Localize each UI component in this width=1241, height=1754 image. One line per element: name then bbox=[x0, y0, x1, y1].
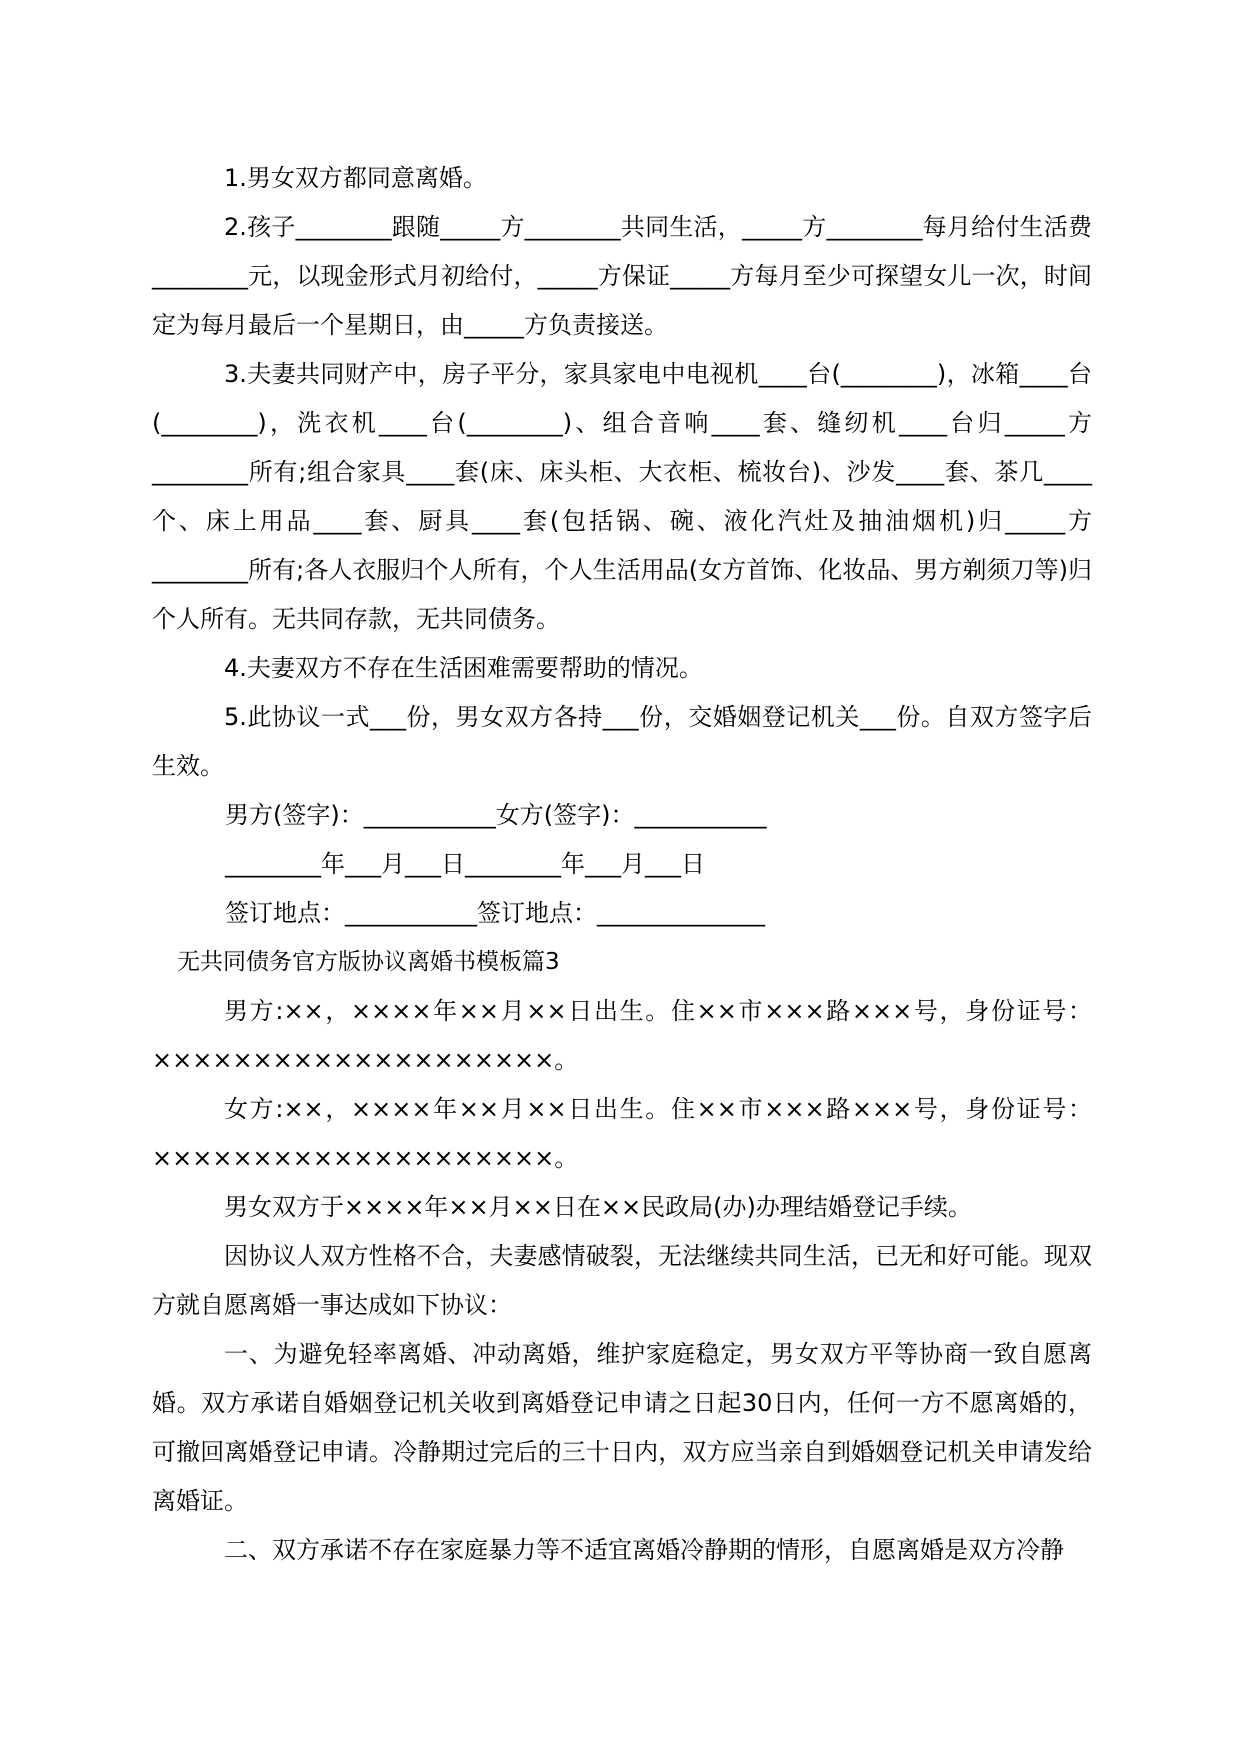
signature-line: 男方(签字)：___________女方(签字)：___________ bbox=[225, 801, 767, 829]
document-body bbox=[152, 154, 1092, 1575]
article-1-cooling-off: 一、为避免轻率离婚、冲动离婚，维护家庭稳定，男女双方平等协商一致自愿离婚。双方承诺自婚姻登记机关收到离婚登记申请之日起30日内，任何一方不愿离婚的，可撤回离婚登记申请。冷静期过完后的三十日内，双方应当亲自到婚姻登记机关申请发给离婚证。 bbox=[152, 1340, 1092, 1515]
clause-4: 4.夫妻双方不存在生活困难需要帮助的情况。 bbox=[224, 654, 703, 682]
clause-2-child-custody: 2.孩子________跟随_____方________共同生活，_____方________每月给付生活费________元，以现金形式月初给付，_____方保证_____方每月至少可探望女儿一次，时间定为每月最后一个星期日，由_____方负责接送。 bbox=[152, 213, 1092, 339]
article-2-commitment: 二、双方承诺不存在家庭暴力等不适宜离婚冷静期的情形，自愿离婚是双方冷静 bbox=[224, 1536, 1064, 1564]
clause-5-copies: 5.此协议一式___份，男女双方各持___份，交婚姻登记机关___份。自双方签字后生效。 bbox=[152, 703, 1092, 780]
female-party-info: 女方:××，××××年××月××日出生。住××市×××路×××号，身份证号：××××××××××××××××××××。 bbox=[152, 1095, 1092, 1172]
signature-place-line: 签订地点：___________签订地点：______________ bbox=[225, 899, 765, 927]
male-party-info: 男方:××，××××年××月××日出生。住××市×××路×××号，身份证号：××××××××××××××××××××。 bbox=[152, 997, 1092, 1074]
clause-1: 1.男女双方都同意离婚。 bbox=[224, 164, 487, 192]
marriage-registration: 男女双方于××××年××月××日在××民政局(办)办理结婚登记手续。 bbox=[224, 1193, 972, 1221]
signature-date-line: ________年___月___日________年___月___日 bbox=[225, 850, 705, 878]
clause-3-property-division: 3.夫妻共同财产中，房子平分，家具家电中电视机____台(________)，冰箱____台(________)，洗衣机____台(________)、组合音响____套、缝纫机____台归_____方________所有;组合家具____套(床、床头柜、大衣柜、梳妆台)、沙发____套、茶几____个、床上用品____套、厨具____套(包括锅、碗、液化汽灶及抽油烟机)归_____方________所有;各人衣服归个人所有，个人生活用品(女方首饰、化妆品、男方剃须刀等)归个人所有。无共同存款，无共同债务。 bbox=[152, 360, 1092, 633]
divorce-reason: 因协议人双方性格不合，夫妻感情破裂，无法继续共同生活，已无和好可能。现双方就自愿离婚一事达成如下协议： bbox=[152, 1242, 1092, 1319]
section-3-title: 无共同债务官方版协议离婚书模板篇3 bbox=[177, 949, 560, 975]
